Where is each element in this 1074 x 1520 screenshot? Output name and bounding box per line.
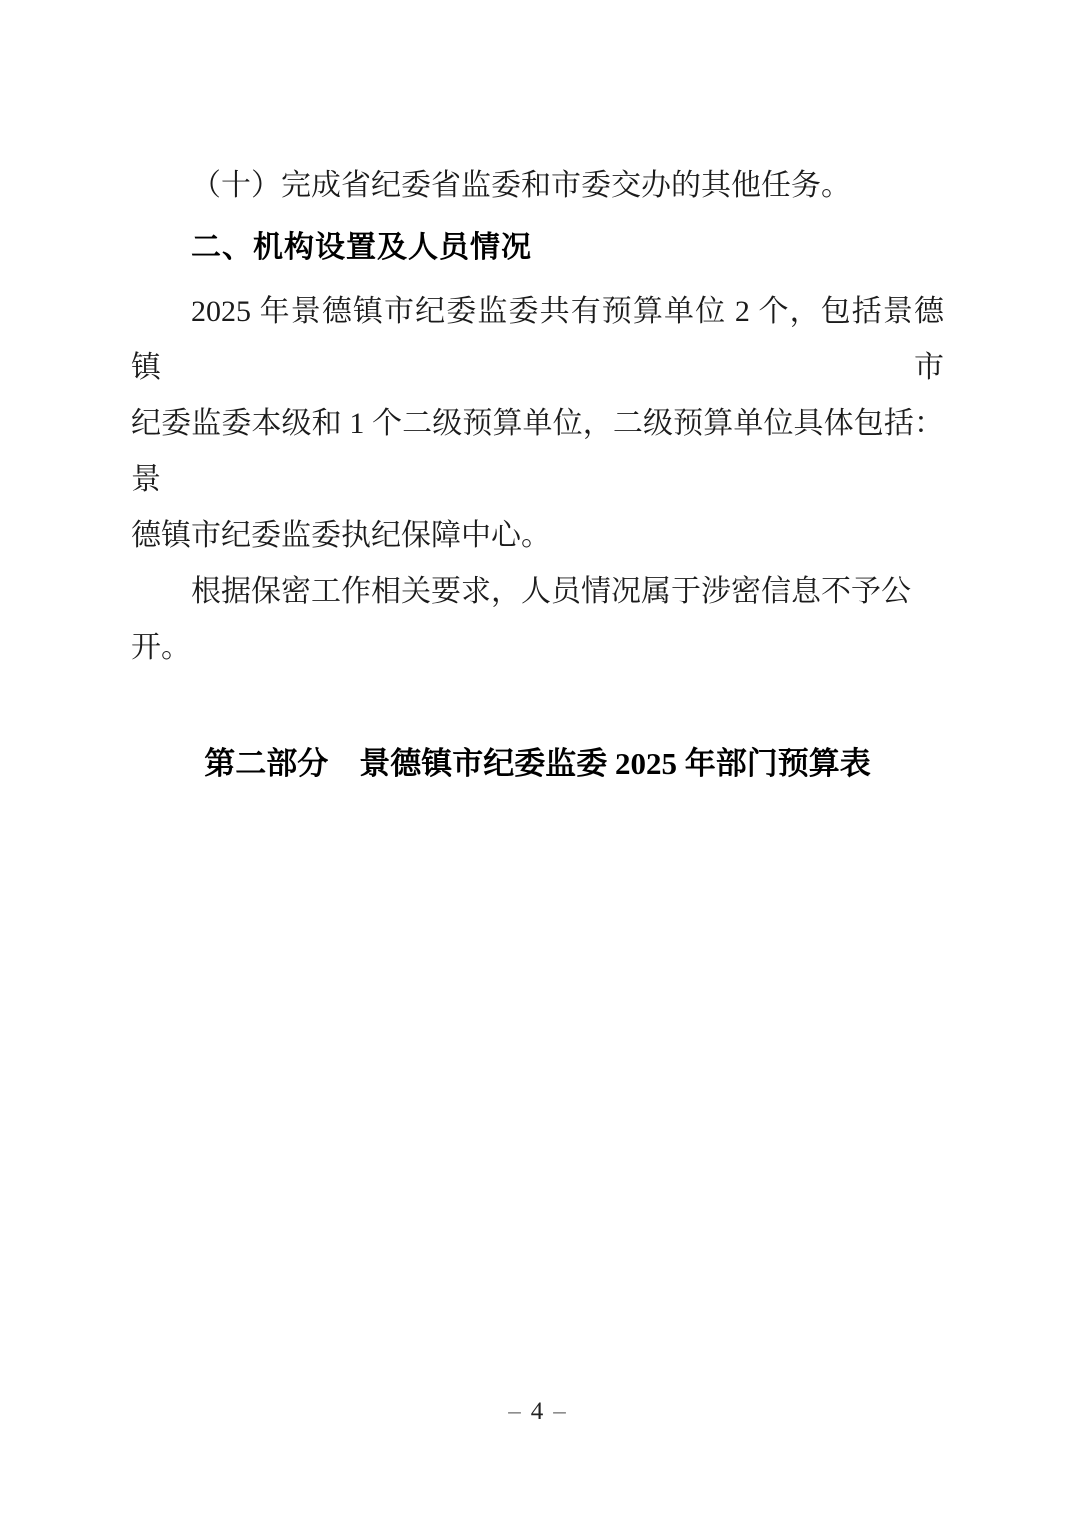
page-number-left-dash: – [508, 1398, 521, 1425]
secrecy-paragraph: 根据保密工作相关要求，人员情况属于涉密信息不予公开。 [131, 575, 911, 664]
org-units-paragraph [131, 284, 944, 564]
org-setup-heading: 二、机构设置及人员情况 [191, 231, 532, 264]
part-two-title: 第二部分 景德镇市纪委监委 2025 年部门预算表 [204, 746, 871, 781]
org-units-paragraph-line-2: 纪委监委本级和 1 个二级预算单位，二级预算单位具体包括：景 [131, 407, 944, 496]
page-number-right-dash: – [553, 1398, 566, 1425]
item-ten-paragraph: （十）完成省纪委省监委和市委交办的其他任务。 [191, 169, 851, 202]
page-number [0, 1396, 1074, 1428]
org-units-paragraph-line-1: 2025 年景德镇市纪委监委共有预算单位 2 个，包括景德镇市 [131, 295, 944, 384]
document-body [131, 158, 944, 792]
page-number-value: 4 [530, 1398, 544, 1425]
org-units-paragraph-line-3: 德镇市纪委监委执纪保障中心。 [131, 519, 551, 552]
